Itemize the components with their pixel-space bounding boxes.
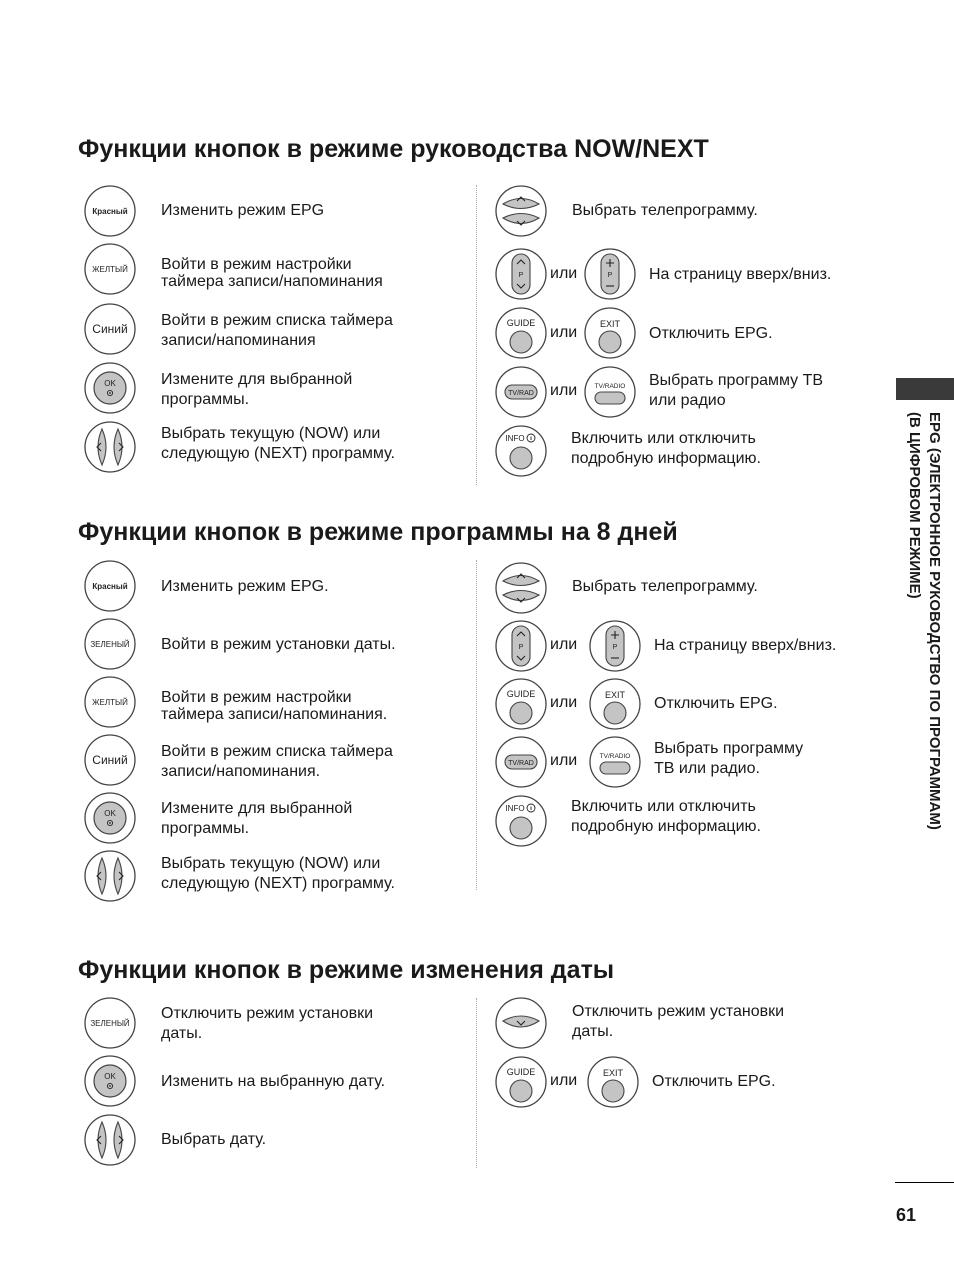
- guide-button: [495, 307, 547, 359]
- button-label: Синий: [92, 753, 128, 767]
- section-title-now-next: Функции кнопок в режиме руководства NOW/NEXT: [78, 135, 709, 163]
- exit-button: [587, 1056, 639, 1108]
- chapter-tab-marker: [896, 378, 954, 400]
- tv-rad-button: [495, 366, 547, 418]
- or-label: или: [550, 1072, 578, 1089]
- button-description: Отключить режим установки даты.: [161, 1005, 374, 1042]
- button-label: TV/RADIO: [599, 753, 631, 760]
- blue-button: [84, 734, 136, 786]
- button-description: Войти в режим установки даты.: [161, 636, 396, 653]
- button-description: Отключить EPG.: [649, 325, 773, 342]
- red-button: [84, 185, 136, 237]
- button-label: Синий: [92, 322, 128, 336]
- section-title-8-days: Функции кнопок в режиме программы на 8 дней: [78, 518, 678, 546]
- button-description: На страницу вверх/вниз.: [649, 266, 832, 283]
- button-label: EXIT: [604, 690, 626, 700]
- button-description: Выбрать текущую (NOW) или следующую (NEXT) программу.: [161, 855, 395, 892]
- button-label: P: [612, 644, 618, 651]
- button-label: ЖЕЛТЫЙ: [92, 698, 128, 707]
- left-right-arrows-icon: [84, 421, 136, 473]
- exit-button: [589, 678, 641, 730]
- button-label: GUIDE: [506, 689, 536, 699]
- tv-rad-button: [495, 736, 547, 788]
- or-label: или: [550, 265, 578, 282]
- info-button: [495, 795, 547, 847]
- button-description: Войти в режим списка таймера записи/напоминания: [161, 312, 393, 349]
- or-label: или: [550, 694, 578, 711]
- tv-radio-button: [589, 736, 641, 788]
- p-plus-minus-button: [584, 248, 636, 300]
- button-description: Выбрать программу ТВ или радио: [649, 372, 824, 409]
- button-label: TV/RAD: [508, 390, 534, 397]
- up-down-arrows-icon: [495, 562, 547, 614]
- button-label: EXIT: [599, 319, 621, 329]
- button-label: ЖЕЛТЫЙ: [92, 265, 128, 274]
- button-label: ЗЕЛЕНЫЙ: [90, 1019, 130, 1028]
- button-label: ЗЕЛЕНЫЙ: [90, 640, 130, 649]
- button-label: GUIDE: [506, 1067, 536, 1077]
- or-label: или: [550, 324, 578, 341]
- button-description: Отключить EPG.: [654, 695, 778, 712]
- button-label: OK: [104, 1072, 116, 1081]
- button-description: Изменить на выбранную дату.: [161, 1073, 386, 1090]
- button-description: Выбрать программу ТВ или радио.: [654, 740, 804, 777]
- button-label: OK: [104, 379, 116, 388]
- button-description: Войти в режим настройки таймера записи/напоминания.: [161, 689, 388, 723]
- button-label: P: [607, 272, 613, 279]
- column-divider: [476, 998, 477, 1168]
- button-label: EXIT: [602, 1068, 624, 1078]
- button-label: P: [518, 644, 524, 651]
- button-description: Выбрать телепрограмму.: [572, 202, 758, 219]
- column-divider: [476, 185, 477, 485]
- section-title-date-change: Функции кнопок в режиме изменения даты: [78, 956, 615, 984]
- left-right-arrows-icon: [84, 1114, 136, 1166]
- column-divider: [476, 560, 477, 890]
- button-label: P: [518, 272, 524, 279]
- button-description: Измените для выбранной программы.: [161, 800, 353, 837]
- or-label: или: [550, 382, 578, 399]
- info-button: [495, 425, 547, 477]
- side-chapter-title: [888, 412, 944, 932]
- exit-button: [584, 307, 636, 359]
- up-down-arrows-icon: [495, 185, 547, 237]
- guide-button: [495, 1056, 547, 1108]
- button-description: Изменить режим EPG.: [161, 578, 329, 595]
- ok-button: [84, 792, 136, 844]
- button-description: Измените для выбранной программы.: [161, 371, 353, 408]
- or-label: или: [550, 636, 578, 653]
- p-arrow-button: [495, 248, 547, 300]
- button-description: Выбрать текущую (NOW) или следующую (NEXT) программу.: [161, 425, 395, 462]
- green-button: [84, 618, 136, 670]
- button-description: Отключить EPG.: [652, 1073, 776, 1090]
- guide-button: [495, 678, 547, 730]
- button-label: Красный: [92, 582, 128, 591]
- button-label: Красный: [92, 207, 128, 216]
- yellow-button: [84, 243, 136, 295]
- button-label: TV/RADIO: [594, 383, 626, 390]
- button-label: GUIDE: [506, 318, 536, 328]
- p-arrow-button: [495, 620, 547, 672]
- button-label: OK: [104, 809, 116, 818]
- tv-radio-button: [584, 366, 636, 418]
- p-plus-minus-button: [589, 620, 641, 672]
- button-description: Включить или отключить подробную информацию.: [571, 798, 761, 835]
- button-description: Включить или отключить подробную информацию.: [571, 430, 761, 467]
- button-label: TV/RAD: [508, 760, 534, 767]
- button-label: INFO: [505, 804, 525, 813]
- ok-button: [84, 1055, 136, 1107]
- blue-button: [84, 303, 136, 355]
- red-button: [84, 560, 136, 612]
- down-arrow-button: [495, 997, 547, 1049]
- button-description: Отключить режим установки даты.: [572, 1003, 785, 1040]
- button-label: INFO: [505, 434, 525, 443]
- button-description: Выбрать дату.: [161, 1131, 267, 1148]
- page-number-rule: [895, 1182, 954, 1183]
- green-button: [84, 997, 136, 1049]
- button-description: Войти в режим настройки таймера записи/напоминания: [161, 256, 383, 290]
- button-description: На страницу вверх/вниз.: [654, 637, 837, 654]
- button-description: Войти в режим списка таймера записи/напоминания.: [161, 743, 393, 780]
- button-description: Изменить режим EPG: [161, 202, 325, 219]
- side-chapter-title-text: EPG (ЭЛЕКТРОННОЕ РУКОВОДСТВО ПО ПРОГРАММАМ) (В ЦИФРОВОМ РЕЖИМЕ): [906, 412, 943, 830]
- or-label: или: [550, 752, 578, 769]
- ok-button: [84, 362, 136, 414]
- yellow-button: [84, 676, 136, 728]
- button-description: Выбрать телепрограмму.: [572, 578, 758, 595]
- left-right-arrows-icon: [84, 850, 136, 902]
- page-number: 61: [896, 1205, 917, 1225]
